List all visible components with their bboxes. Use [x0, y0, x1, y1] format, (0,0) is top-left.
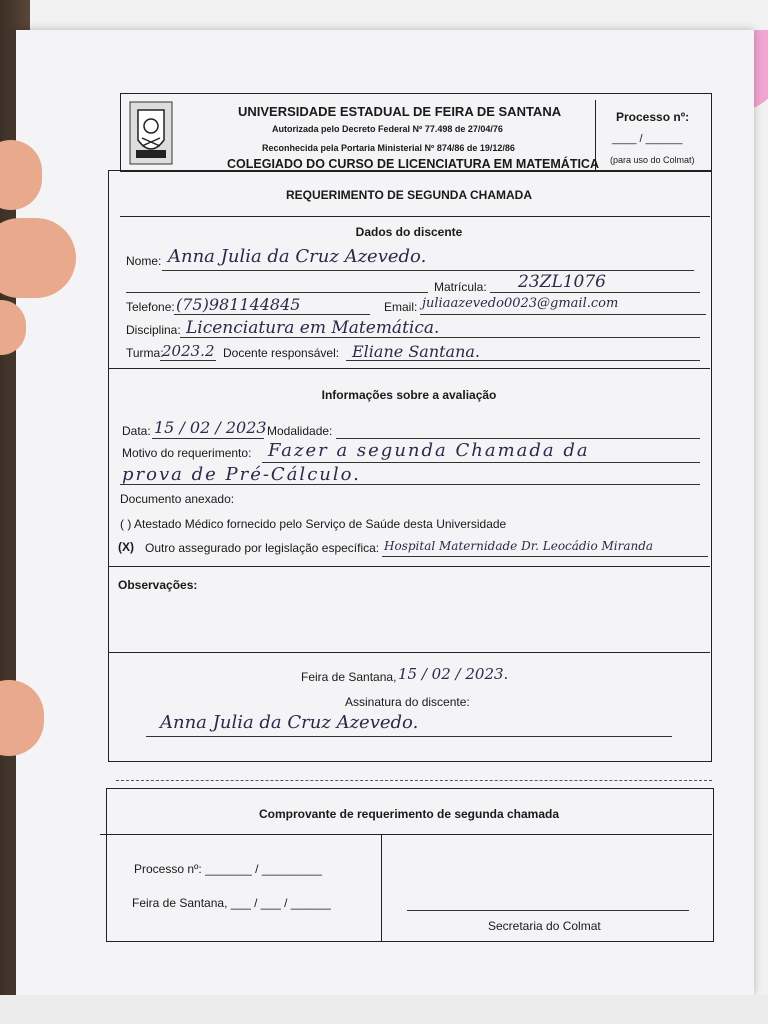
signature-label: Assinatura do discente: — [345, 695, 470, 709]
option-medical-certificate: ( ) Atestado Médico fornecido pelo Serviço de Saúde desta Universidade — [120, 517, 507, 531]
class-label: Turma: — [126, 346, 164, 360]
blank-line — [126, 292, 428, 293]
discipline-value: Licenciatura em Matemática. — [186, 318, 440, 338]
receipt-place-date: Feira de Santana, ___ / ___ / ______ — [132, 896, 331, 910]
receipt-divider — [100, 834, 712, 835]
name-line — [162, 270, 694, 271]
discipline-label: Disciplina: — [126, 323, 181, 337]
reason-value-1: Fazer a segunda Chamada da — [268, 440, 590, 461]
email-value: juliaazevedo0023@gmail.com — [422, 296, 619, 311]
reason-line-1 — [262, 462, 700, 463]
signature-date-value: 15 / 02 / 2023. — [398, 665, 509, 683]
university-name: UNIVERSIDADE ESTADUAL DE FEIRA DE SANTANA — [238, 104, 562, 119]
recognition-text: Reconhecida pela Portaria Ministerial Nº 874/86 de 19/12/86 — [262, 143, 515, 153]
receipt-signature-line — [407, 910, 689, 911]
reason-label: Motivo do requerimento: — [122, 446, 252, 460]
matricula-value: 23ZL1076 — [518, 272, 606, 292]
option-other-label: Outro assegurado por legislação específica: — [145, 541, 380, 555]
date-line — [152, 438, 264, 439]
email-line — [420, 314, 706, 315]
name-value: Anna Julia da Cruz Azevedo. — [168, 246, 427, 267]
attached-label: Documento anexado: — [120, 492, 235, 506]
matricula-line — [490, 292, 700, 293]
email-label: Email: — [384, 300, 418, 314]
college-name: COLEGIADO DO CURSO DE LICENCIATURA EM MATEMÁTICA — [227, 157, 599, 171]
name-label: Nome: — [126, 254, 162, 268]
signature-line — [146, 736, 672, 737]
place-label: Feira de Santana, — [301, 670, 397, 684]
option-other-checkbox: (X) — [118, 540, 134, 554]
option-other-value: Hospital Maternidade Dr. Leocádio Miranda — [384, 539, 654, 553]
phone-line — [174, 314, 370, 315]
receipt-secretary: Secretaria do Colmat — [488, 919, 601, 933]
evaluation-section-title: Informações sobre a avaliação — [321, 388, 497, 402]
class-value: 2023.2 — [162, 342, 215, 360]
background-strip — [0, 995, 768, 1024]
date-label: Data: — [122, 424, 151, 438]
cut-line — [116, 780, 712, 781]
divider-evaluation — [108, 566, 710, 567]
signature-value: Anna Julia da Cruz Azevedo. — [160, 712, 419, 733]
divider-observations — [108, 652, 710, 653]
process-blank: ____ / ______ — [612, 133, 683, 145]
teacher-value: Eliane Santana. — [352, 342, 481, 361]
reason-value-2: prova de Pré-Cálculo. — [122, 464, 361, 485]
date-value: 15 / 02 / 2023 — [154, 418, 267, 437]
modality-line — [336, 438, 700, 439]
teacher-label: Docente responsável: — [223, 346, 340, 360]
phone-value: (75)981144845 — [176, 295, 301, 314]
student-section-title: Dados do discente — [355, 225, 463, 239]
divider-student — [108, 368, 710, 369]
authorization-text: Autorizada pelo Decreto Federal Nº 77.498 de 27/04/76 — [272, 124, 503, 134]
matricula-label: Matrícula: — [434, 280, 487, 294]
process-label: Processo nº: — [616, 110, 690, 124]
receipt-vertical-divider — [381, 834, 382, 942]
university-logo-icon — [128, 100, 174, 166]
divider-title — [120, 216, 710, 217]
class-line — [160, 360, 216, 361]
modality-label: Modalidade: — [267, 424, 333, 438]
form-title: REQUERIMENTO DE SEGUNDA CHAMADA — [285, 188, 532, 202]
observations-label: Observações: — [118, 578, 198, 592]
receipt-process: Processo nº: _______ / _________ — [134, 862, 322, 876]
option-other-line — [382, 556, 708, 557]
phone-label: Telefone: — [126, 300, 175, 314]
receipt-title: Comprovante de requerimento de segunda chamada — [258, 807, 560, 821]
process-note: (para uso do Colmat) — [610, 155, 695, 165]
